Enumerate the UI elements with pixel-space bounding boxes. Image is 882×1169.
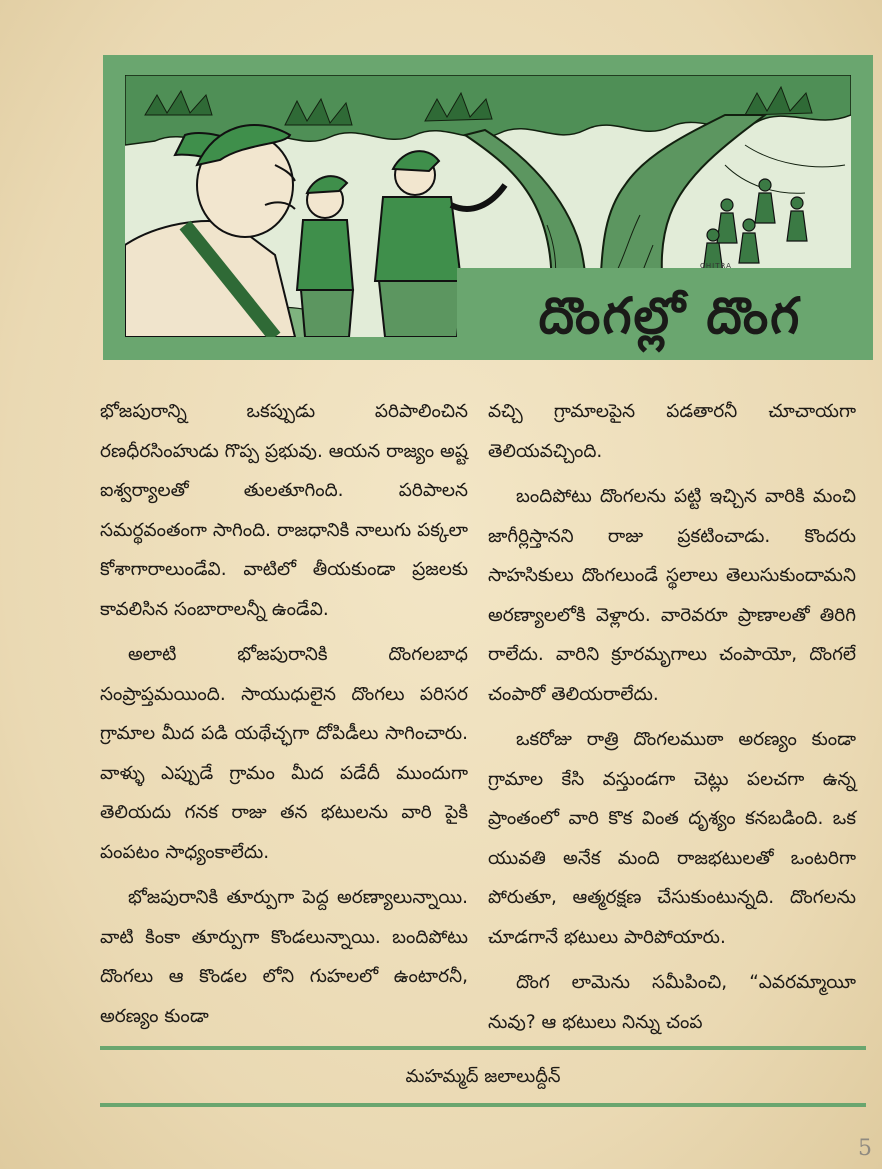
page-number: 5 <box>858 1136 872 1161</box>
paragraph: అలాటి భోజపురానికి దొంగలబాధ సంప్రాప్తమయింది. సాయుధులైన దొంగలు పరిసర గ్రామాల మీద పడి యథేచ్ఛగా దోపిడీలు సాగించారు. వాళ్ళు ఎప్పుడే గ్రామం మీద పడేదీ ముందుగా తెలియదు గనక రాజు తన భటులను వారి పైకి పంపటం సాధ్యంకాలేదు. <box>100 644 468 863</box>
paragraph: వచ్చి గ్రామాలపైన పడతారనీ చూచాయగా తెలియవచ్చింది. <box>488 401 856 462</box>
illustration-signature: CHITRA <box>700 262 732 270</box>
divider-bottom <box>100 1103 866 1107</box>
right-column <box>488 392 856 1042</box>
divider-top <box>100 1046 866 1050</box>
left-column <box>100 392 468 1036</box>
paragraph: భోజపురాన్ని ఒకప్పుడు పరిపాలించిన రణధీరసింహుడు గొప్ప ప్రభువు. ఆయన రాజ్యం అష్ట ఐశ్వర్యాలతో తులతూగింది. పరిపాలన సమర్థవంతంగా సాగింది. రాజధానికి నాలుగు పక్కలా కోశాగారాలుండేవి. వాటిలో తీయకుండా ప్రజలకు కావలిసిన సంబారాలన్నీ ఉండేవి. <box>100 401 468 620</box>
paragraph: బందిపోటు దొంగలను పట్టి ఇచ్చిన వారికి మంచి జాగీర్లిస్తానని రాజు ప్రకటించాడు. కొందరు సాహసికులు దొంగలుండే స్థలాలు తెలుసుకుందామని అరణ్యాలలోకి వెళ్లారు. వారెవరూ ప్రాణాలతో తిరిగి రాలేదు. వారిని క్రూరమృగాలు చంపాయో, దొంగలే చంపారో తెలియరాలేదు. <box>488 486 856 705</box>
paragraph: దొంగ లామెను సమీపించి, “ఎవరమ్మాయీ నువు? ఆ భటులు నిన్ను చంప <box>488 972 856 1033</box>
author-name: మహమ్మద్ జలాలుద్దీన్ <box>405 1066 561 1087</box>
article-title: దొంగల్లో దొంగ <box>538 287 802 345</box>
paragraph: ఒకరోజు రాత్రి దొంగలముఠా అరణ్యం కుండా గ్రామాల కేసి వస్తుండగా చెట్లు పలచగా ఉన్న ప్రాంతంలో వారి కొక వింత దృశ్యం కనబడింది. ఒక యువతి అనేక మంది రాజభటులతో ఒంటరిగా పోరుతూ, ఆత్మరక్షణ చేసుకుంటున్నది. దొంగలను చూడగానే భటులు పారిపోయారు. <box>488 729 856 948</box>
paragraph: భోజపురానికి తూర్పుగా పెద్ద అరణ్యాలున్నాయి. వాటి కింకా తూర్పుగా కొండలున్నాయి. బందిపోటు దొంగలు ఆ కొండల లోని గుహలలో ఉంటారనీ, అరణ్యం కుండా <box>100 887 468 1027</box>
